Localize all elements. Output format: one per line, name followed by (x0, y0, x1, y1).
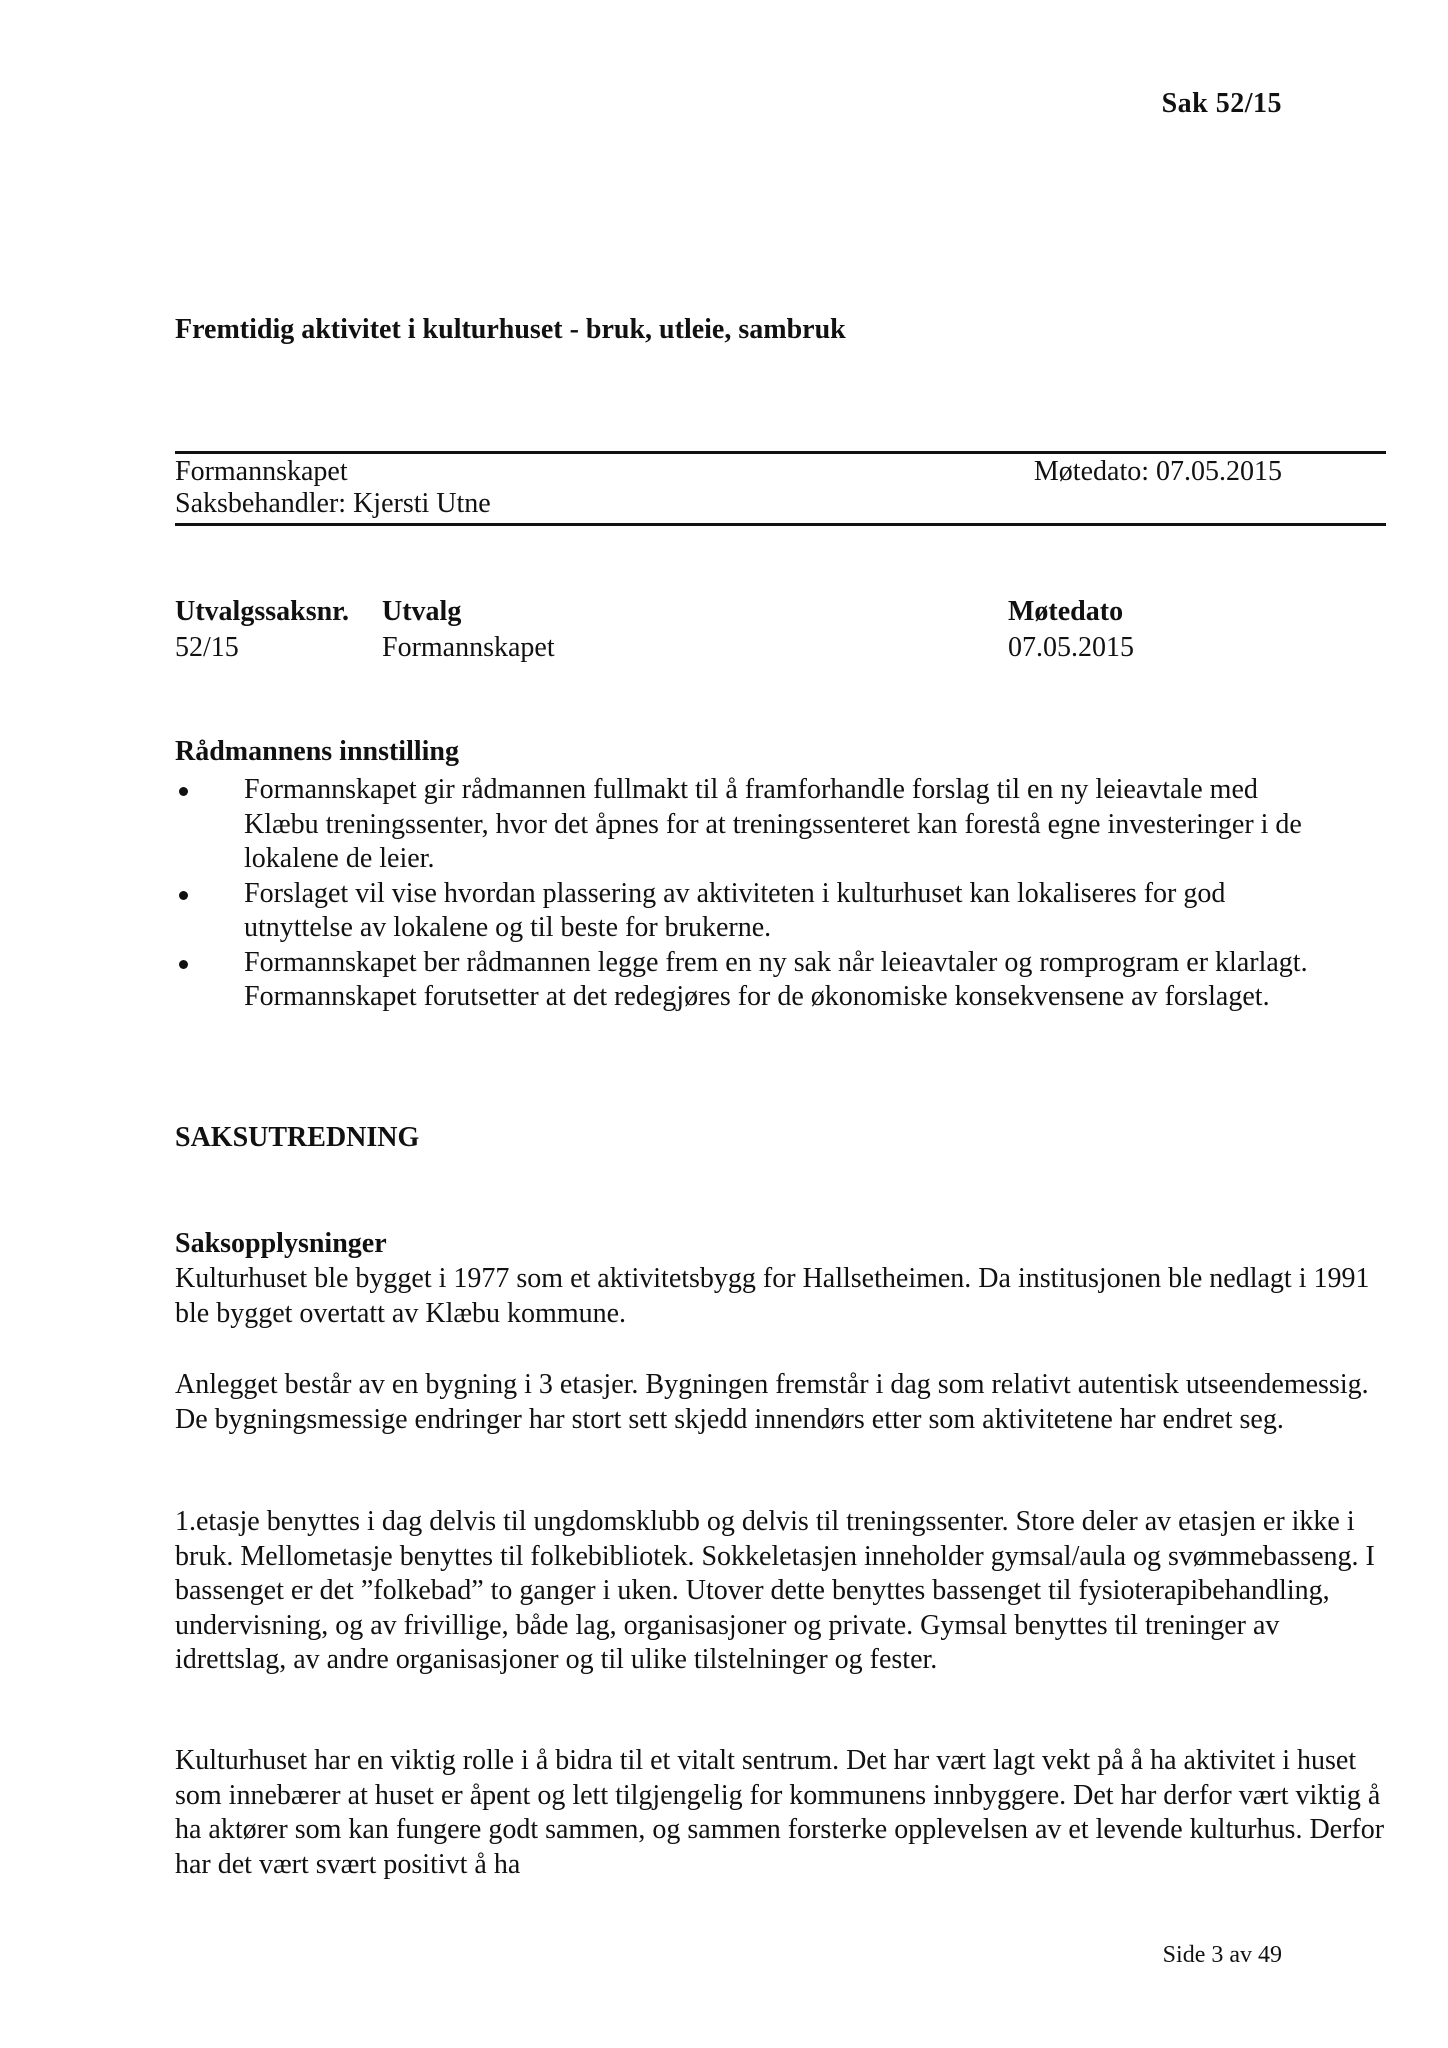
meta-meeting-date: Møtedato: 07.05.2015 (1033, 456, 1282, 487)
case-number: Sak 52/15 (1161, 88, 1282, 119)
meta-committee: Formannskapet (175, 456, 348, 487)
paragraph: Kulturhuset har en viktig rolle i å bidra til et vitalt sentrum. Det har vært lagt vekt på å ha aktivitet i huset som innebærer at huset er åpent og lett tilgjengelig for kommunens innbyggere. Det har derfor vært viktig å ha aktører som kan fungere godt sammen, og sammen forsterke opplevelsen av et levende kulturhus. Derfor har det vært svært positivt å ha (175, 1745, 1385, 1880)
document-title: Fremtidig aktivitet i kulturhuset - bruk, utleie, sambruk (175, 314, 846, 345)
list-item-text: Forslaget vil vise hvordan plassering av aktiviteten i kulturhuset kan lokaliseres for god utnyttelse av lokalene og til beste for brukerne. (244, 877, 1226, 943)
list-item (175, 773, 1335, 877)
bullet-icon (179, 960, 188, 969)
paragraph: 1.etasje benyttes i dag delvis til ungdomsklubb og delvis til treningssenter. Store deler av etasjen er ikke i bruk. Mellometasje benyttes til folkebibliotek. Sokkeletasjen inneholder gymsal/aula og svømmebasseng. I bassenget er det ”folkebad” to ganger i uken. Utover dette benyttes bassenget til fysioterapibehandling, undervisning, og av frivillige, både lag, organisasjoner og private. Gymsal benyttes til treninger av idrettslag, av andre organisasjoner og til ulike tilstelninger og fester. (175, 1506, 1375, 1675)
bullet-icon (179, 891, 188, 900)
table-header-date: Møtedato (1008, 596, 1124, 627)
list-item-text: Formannskapet ber rådmannen legge frem en ny sak når leieavtaler og romprogram er klarlagt. Formannskapet forutsetter at det redegjøres for de økonomiske konsekvensene av forslaget. (244, 946, 1308, 1012)
list-item (175, 877, 1335, 946)
table-header-case-no: Utvalgssaksnr. (175, 596, 350, 627)
recommendation-heading: Rådmannens innstilling (175, 736, 459, 767)
saksopplysninger-heading: Saksopplysninger (175, 1228, 387, 1259)
bottom-divider (175, 523, 1386, 526)
table-cell-date: 07.05.2015 (1008, 632, 1134, 663)
table-cell-case-no: 52/15 (175, 632, 239, 663)
saksutredning-heading: SAKSUTREDNING (175, 1122, 420, 1153)
page-number: Side 3 av 49 (1162, 1942, 1282, 1968)
paragraph: Kulturhuset ble bygget i 1977 som et aktivitetsbygg for Hallsetheimen. Da institusjonen ble nedlagt i 1991 ble bygget overtatt av Klæbu kommune. (175, 1263, 1370, 1329)
table-header-committee: Utvalg (382, 596, 462, 627)
list-item (175, 946, 1335, 1015)
paragraph: Anlegget består av en bygning i 3 etasjer. Bygningen fremstår i dag som relativt autentisk utseendemessig. De bygningsmessige endringer har stort sett skjedd innendørs etter som aktivitetene har endret seg. (175, 1369, 1369, 1435)
bullet-icon (179, 787, 188, 796)
recommendation-list (175, 773, 1335, 1015)
table-cell-committee: Formannskapet (382, 632, 555, 663)
meta-case-handler: Saksbehandler: Kjersti Utne (175, 488, 491, 519)
list-item-text: Formannskapet gir rådmannen fullmakt til å framforhandle forslag til en ny leieavtale med Klæbu treningssenter, hvor det åpnes for at treningssenteret kan forestå egne investeringer i de lokalene de leier. (244, 774, 1302, 874)
top-divider (175, 451, 1386, 454)
